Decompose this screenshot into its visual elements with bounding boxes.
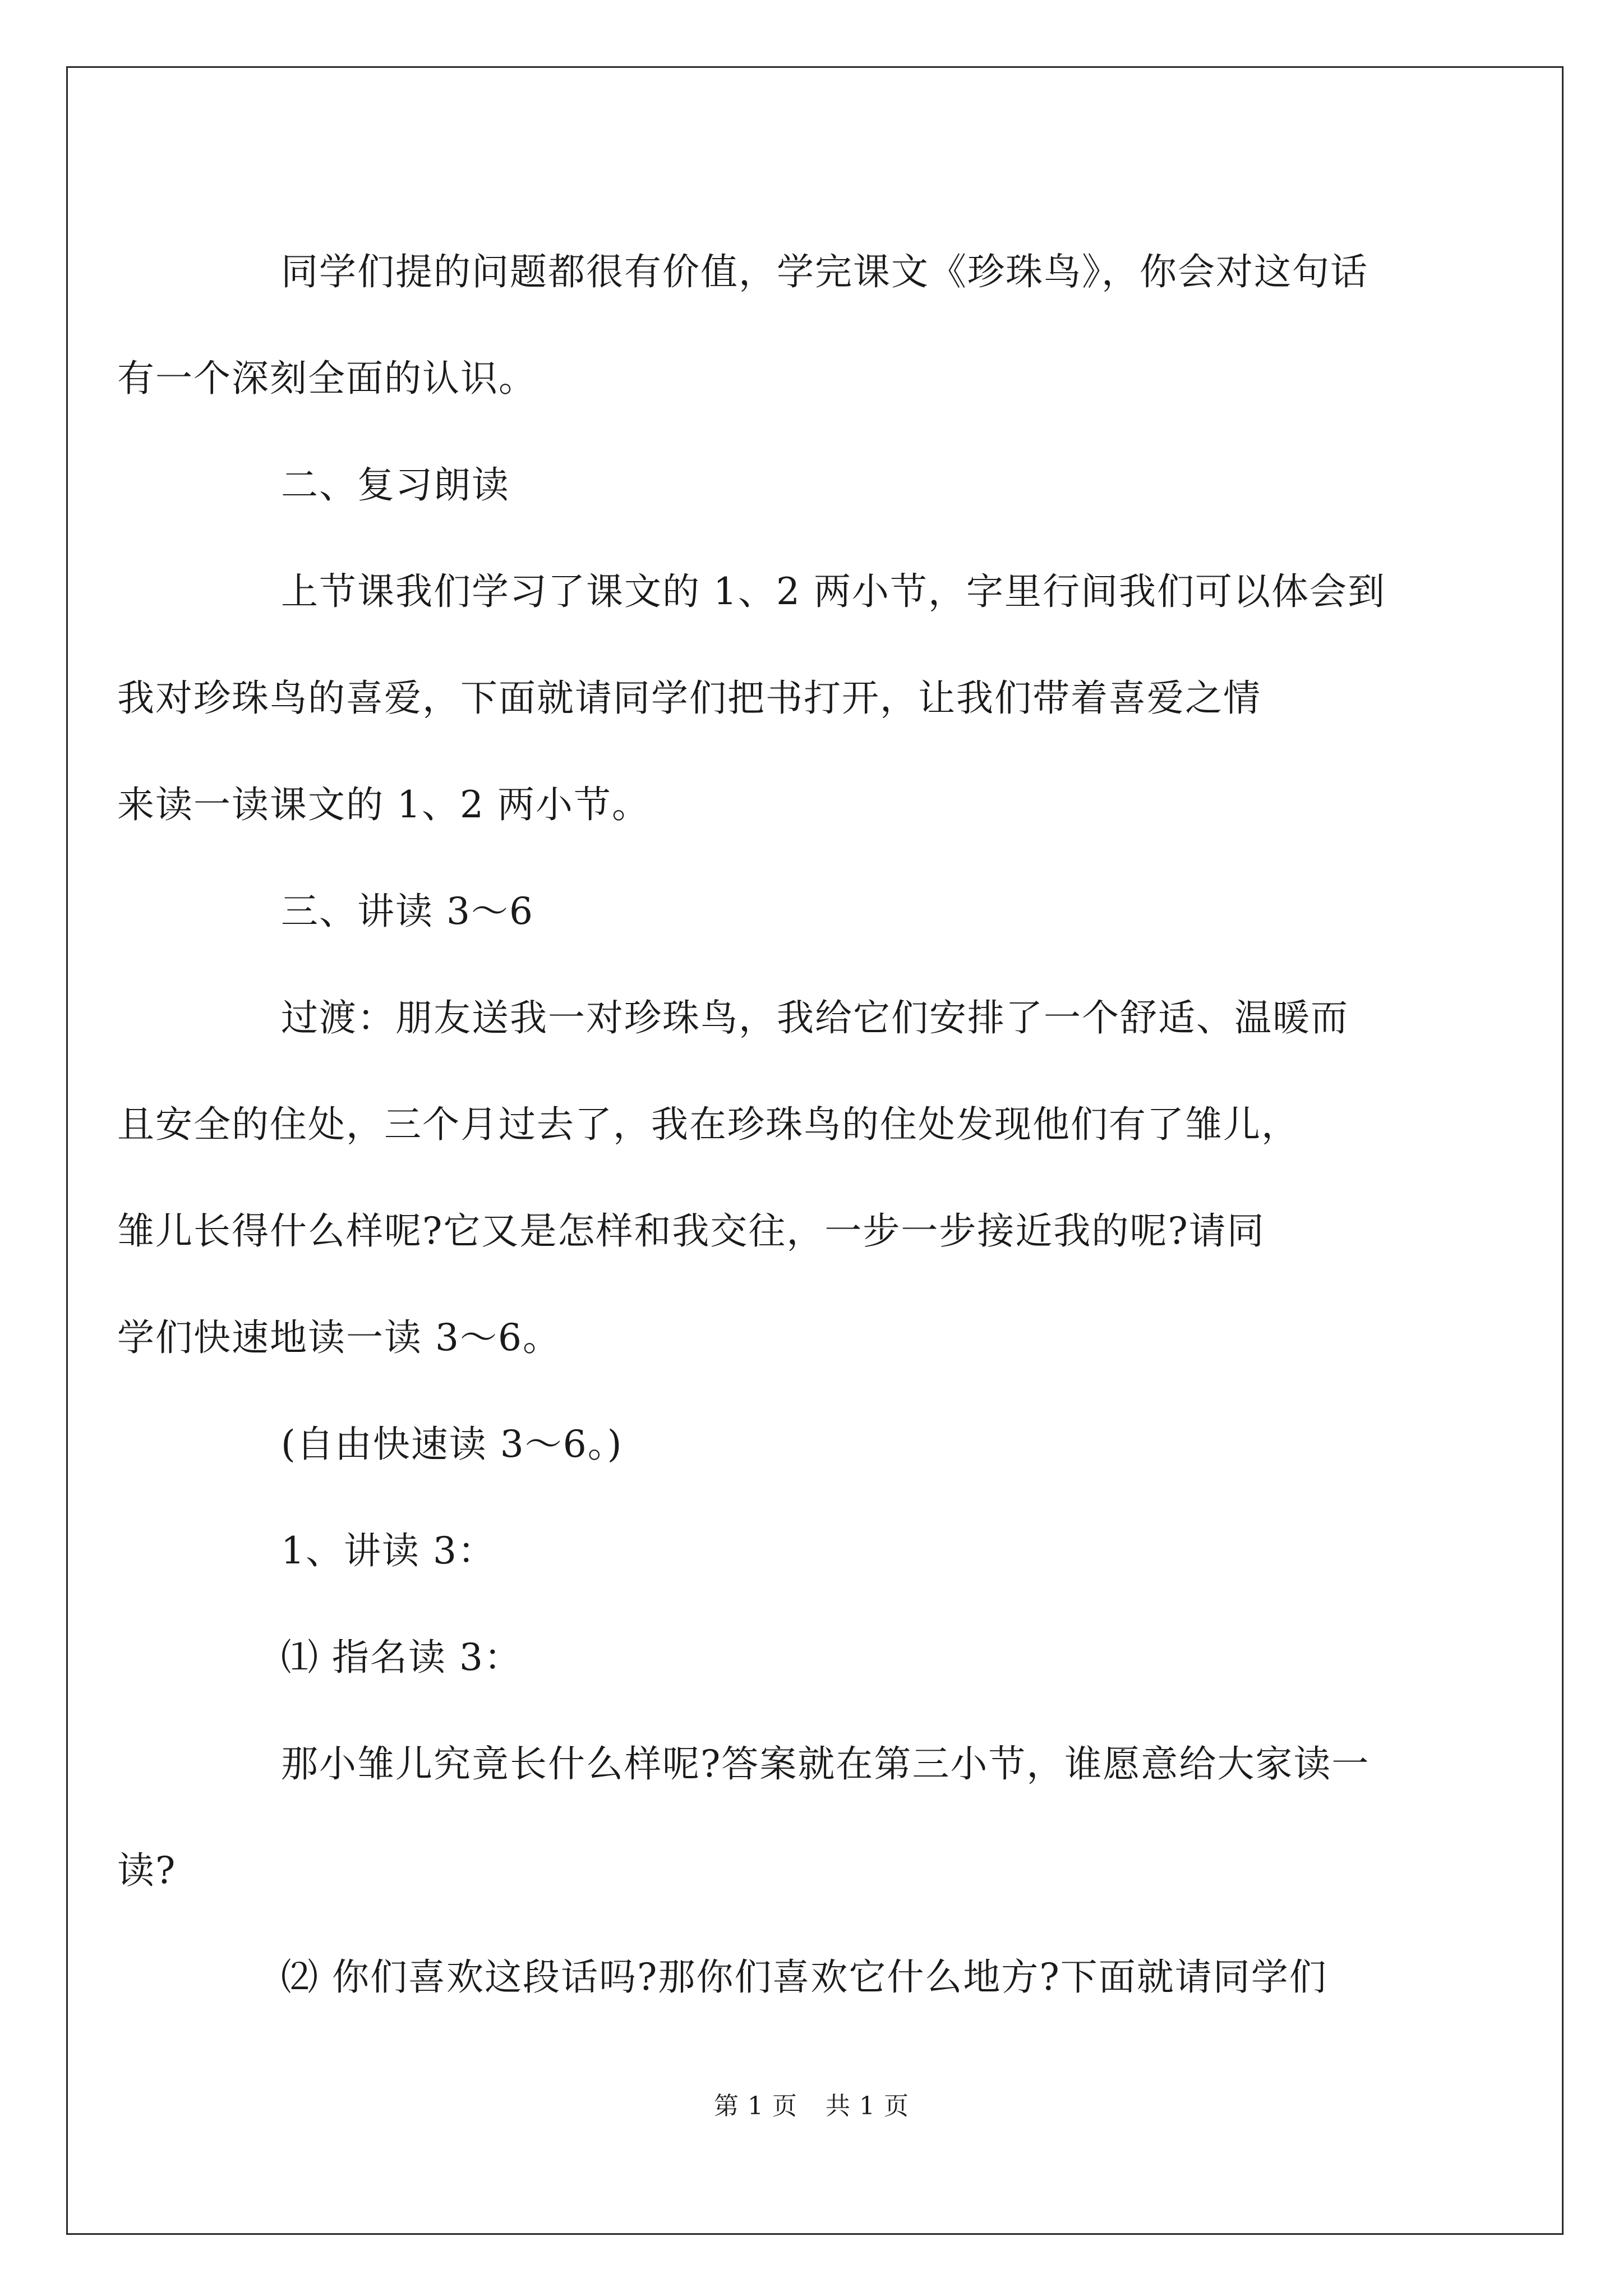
paragraph-line: 我对珍珠鸟的喜爱，下面就请同学们把书打开，让我们带着喜爱之情	[117, 677, 1261, 720]
paragraph-question	[117, 1711, 1433, 1924]
paragraph-line: 1、讲读 3：	[281, 1529, 496, 1572]
paragraph-line: 三、讲读 3～6	[281, 890, 534, 933]
paragraph-line: ⑵ 你们喜欢这段话吗?那你们喜欢它什么地方?下面就请同学们	[281, 1955, 1327, 1999]
paragraph-intro	[117, 219, 1433, 432]
paragraph-line: 上节课我们学习了课文的 1、2 两小节，字里行间我们可以体会到	[281, 570, 1386, 613]
paragraph-line: 过渡：朋友送我一对珍珠鸟，我给它们安排了一个舒适、温暖而	[281, 996, 1349, 1039]
paragraph-line: 同学们提的问题都很有价值，学完课文《珍珠鸟》，你会对这句话	[281, 250, 1368, 293]
paragraph-line: 且安全的住处，三个月过去了，我在珍珠鸟的住处发现他们有了雏儿，	[117, 1103, 1299, 1146]
paragraph-line: 二、复习朗读	[281, 463, 510, 507]
paragraph-line: 那小雏儿究竟长什么样呢?答案就在第三小节，谁愿意给大家读一	[281, 1742, 1370, 1786]
page-footer	[0, 2086, 1623, 2122]
paragraph-line: 雏儿长得什么样呢?它又是怎样和我交往，一步一步接近我的呢?请同	[117, 1209, 1265, 1253]
paragraph-line: 来读一读课文的 1、2 两小节。	[117, 783, 650, 826]
section-heading-lecture	[199, 858, 1433, 965]
paragraph-transition	[117, 965, 1433, 1391]
page-total: 共 1 页	[826, 2092, 909, 2120]
step-1	[199, 1604, 1433, 1711]
document-body	[117, 219, 1433, 2031]
subheading-lecture-3	[199, 1498, 1433, 1604]
paragraph-review	[117, 539, 1433, 858]
paragraph-line: 读?	[117, 1849, 177, 1892]
page-number: 第 1 页	[714, 2092, 797, 2120]
step-2	[199, 1924, 1433, 2031]
paragraph-line: ⑴ 指名读 3：	[281, 1636, 522, 1679]
paragraph-free-reading	[199, 1391, 1433, 1498]
paragraph-line: 学们快速地读一读 3～6。	[117, 1316, 561, 1359]
section-heading-review	[199, 432, 1433, 539]
paragraph-line: 有一个深刻全面的认识。	[117, 357, 537, 400]
paragraph-line: (自由快速读 3～6。)	[281, 1423, 623, 1466]
